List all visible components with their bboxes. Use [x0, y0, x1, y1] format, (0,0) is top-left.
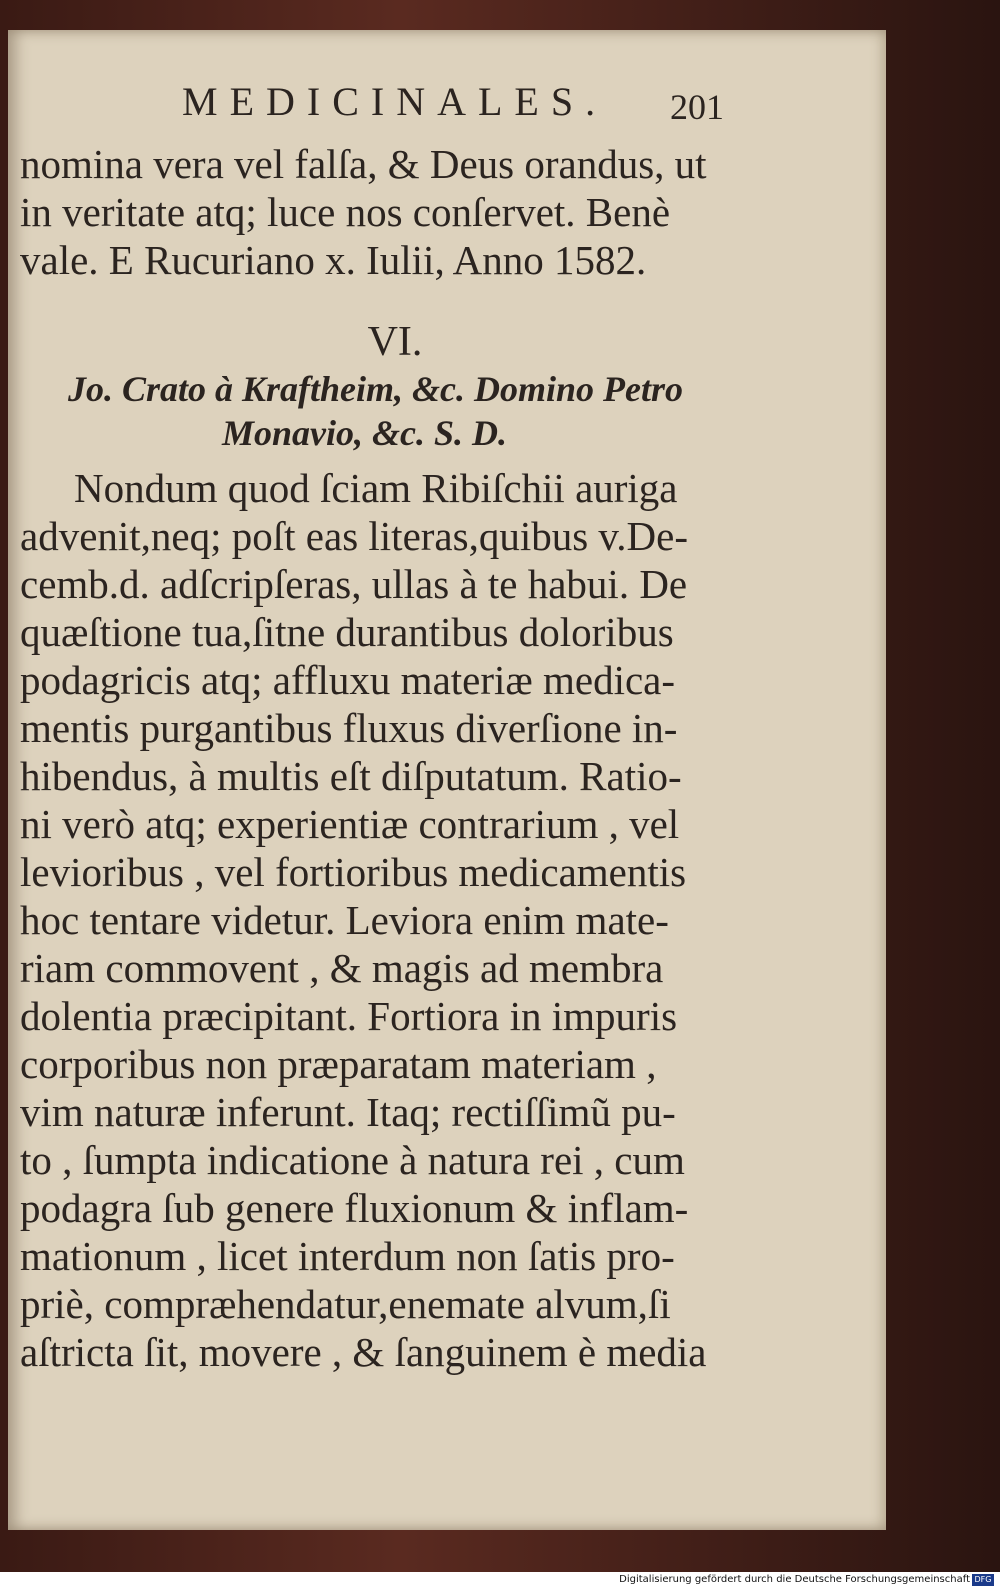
body-line-4: quæſtione tua,ſitne durantibus doloribus [20, 609, 674, 655]
address-line-1: Jo. Crato à Kraftheim, &c. Domino Petro [68, 369, 684, 409]
closing-line-2: in veritate atq; luce nos conſervet. Benè [20, 189, 671, 235]
body-line-19: aſtricta ſit, movere , & ſanguinem è media [20, 1329, 707, 1375]
body-line-3: cemb.d. adſcripſeras, ullas à te habui. De [20, 561, 688, 607]
body-line-12: dolentia præcipitant. Fortiora in impuris [20, 993, 678, 1039]
body-line-11: riam commovent , & magis ad membra [20, 945, 664, 991]
body-line-8: ni verò atq; experientiæ contrarium , vel [20, 801, 680, 847]
section-number: VI. [367, 319, 423, 365]
body-line-16: podagra ſub genere fluxionum & inflam- [20, 1185, 689, 1231]
body-line-14: vim naturæ inferunt. Itaq; rectiſſimũ pu- [20, 1089, 676, 1135]
address-line-2: Monavio, &c. S. D. [222, 413, 508, 453]
closing-line-1: nomina vera vel falſa, & Deus orandus, ut [20, 141, 707, 187]
running-title: MEDICINALES. [182, 79, 608, 124]
body-line-13: corporibus non præparatam materiam , [20, 1041, 657, 1087]
page-number: 201 [670, 87, 724, 127]
body-line-7: hibendus, à multis eſt diſputatum. Ratio- [20, 753, 682, 799]
dfg-logo: DFG [972, 1574, 994, 1586]
body-line-17: mationum , licet interdum non ſatis pro- [20, 1233, 675, 1279]
body-line-10: hoc tentare videtur. Leviora enim mate- [20, 897, 669, 943]
body-line-18: priè, compræhendatur,enemate alvum,ſi [20, 1281, 671, 1327]
body-line-2: advenit,neq; poſt eas literas,quibus v.De- [20, 513, 688, 559]
body-line-9: levioribus , vel fortioribus medicamentis [20, 849, 687, 895]
footer-credit: Digitalisierung gefördert durch die Deutsche Forschungsgemeinschaft [619, 1574, 970, 1585]
body-line-6: mentis purgantibus fluxus diverſione in- [20, 705, 678, 751]
body-line-5: podagricis atq; affluxu materiæ medica- [20, 657, 676, 703]
body-line-1: Nondum quod ſciam Ribiſchii auriga [74, 465, 678, 511]
body-line-15: to , ſumpta indicatione à natura rei , cum [20, 1137, 685, 1183]
closing-line-3: vale. E Rucuriano x. Iulii, Anno 1582. [20, 237, 647, 283]
